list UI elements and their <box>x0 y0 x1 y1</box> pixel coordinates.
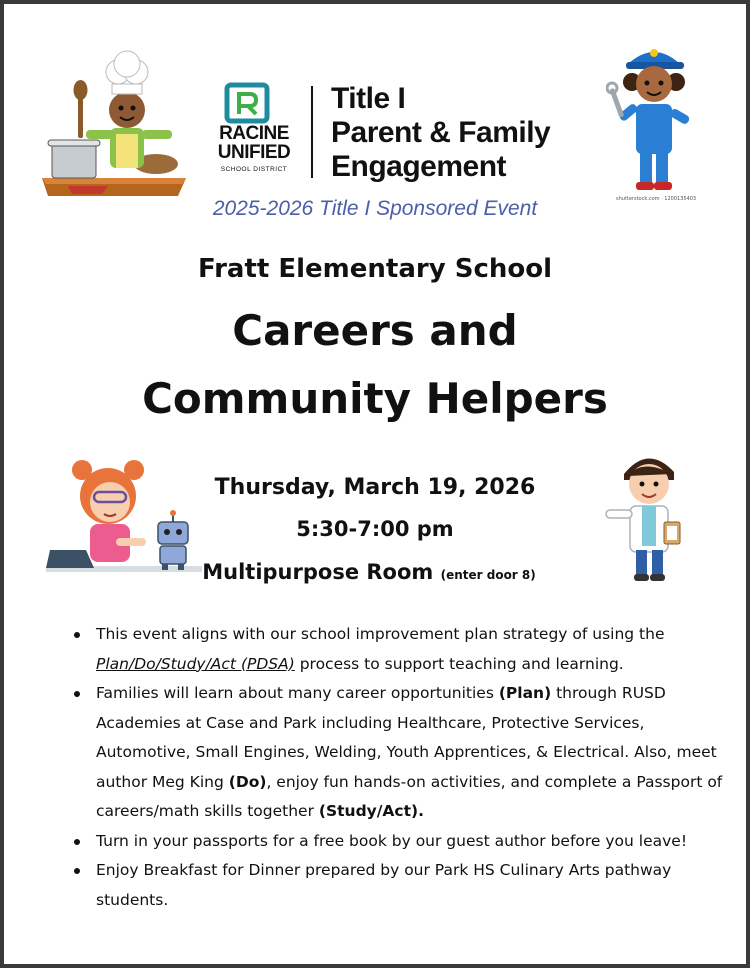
bullet-4-text: Enjoy Breakfast for Dinner prepared by our Park HS Culinary Arts pathway students. <box>96 861 672 909</box>
program-title-line1: Title I <box>331 82 406 115</box>
bullet-2-part2: through RUSD Academies at Case and Park including Healthcare, Protective Services, Automotive, Small Engines, Welding, Youth Apprentices, & Electrical. Also, meet author Meg King <box>96 684 717 791</box>
list-item <box>72 827 732 857</box>
event-title <box>4 297 746 433</box>
bullet-2-part3: , enjoy fun hands-on activities, and complete a Passport of careers/math skills together <box>96 772 723 820</box>
bullet-icon <box>74 868 80 874</box>
flyer-page <box>4 4 746 964</box>
logo-subtitle: SCHOOL DISTRICT <box>220 166 288 173</box>
event-title-line1: Careers and <box>232 306 518 355</box>
r-logo-icon <box>224 82 270 124</box>
logo-name-line1: RACINE <box>219 123 289 144</box>
event-date: Thursday, March 19, 2026 <box>214 475 536 500</box>
bullet-2-study-act: (Study/Act). <box>318 802 424 820</box>
program-title-line2: Parent & Family <box>331 116 551 149</box>
list-item <box>72 620 732 679</box>
mechanic-illustration <box>606 42 702 194</box>
logo-name-line2: UNIFIED <box>217 142 291 163</box>
program-title-line3: Engagement <box>331 150 507 183</box>
list-item <box>72 856 732 915</box>
event-location-note: (enter door 8) <box>440 568 536 582</box>
bullet-2-plan: (Plan) <box>498 684 552 702</box>
image-caption: shutterstock.com · 1200135403 <box>616 196 697 202</box>
list-item <box>72 679 732 827</box>
event-location-name: Multipurpose Room <box>202 560 434 584</box>
bullet-2-part1: Families will learn about many career opportunities <box>96 684 499 702</box>
bullet-icon <box>74 691 80 697</box>
chef-illustration <box>38 48 190 200</box>
program-title <box>331 82 550 184</box>
bullet-icon <box>74 839 80 845</box>
doctor-illustration <box>602 444 692 586</box>
school-name: Fratt Elementary School <box>198 254 552 284</box>
bullet-3-text: Turn in your passports for a free book by our guest author before you leave! <box>96 831 688 850</box>
event-title-line2: Community Helpers <box>142 374 608 423</box>
racine-unified-logo <box>204 82 314 182</box>
bullet-2-do: (Do) <box>228 772 267 791</box>
bullet-icon <box>74 632 80 638</box>
bullet-1-rest: process to support teaching and learning. <box>294 654 624 673</box>
event-time: 5:30-7:00 pm <box>296 517 454 541</box>
header-divider <box>311 86 313 178</box>
logo-name <box>204 124 304 162</box>
sponsored-event-line: 2025-2026 Title I Sponsored Event <box>212 197 538 220</box>
bullet-1-text: This event aligns with our school improvement plan strategy of using the <box>96 625 665 643</box>
details-list <box>72 620 732 915</box>
pdsa-link: Plan/Do/Study/Act (PDSA) <box>96 654 295 673</box>
